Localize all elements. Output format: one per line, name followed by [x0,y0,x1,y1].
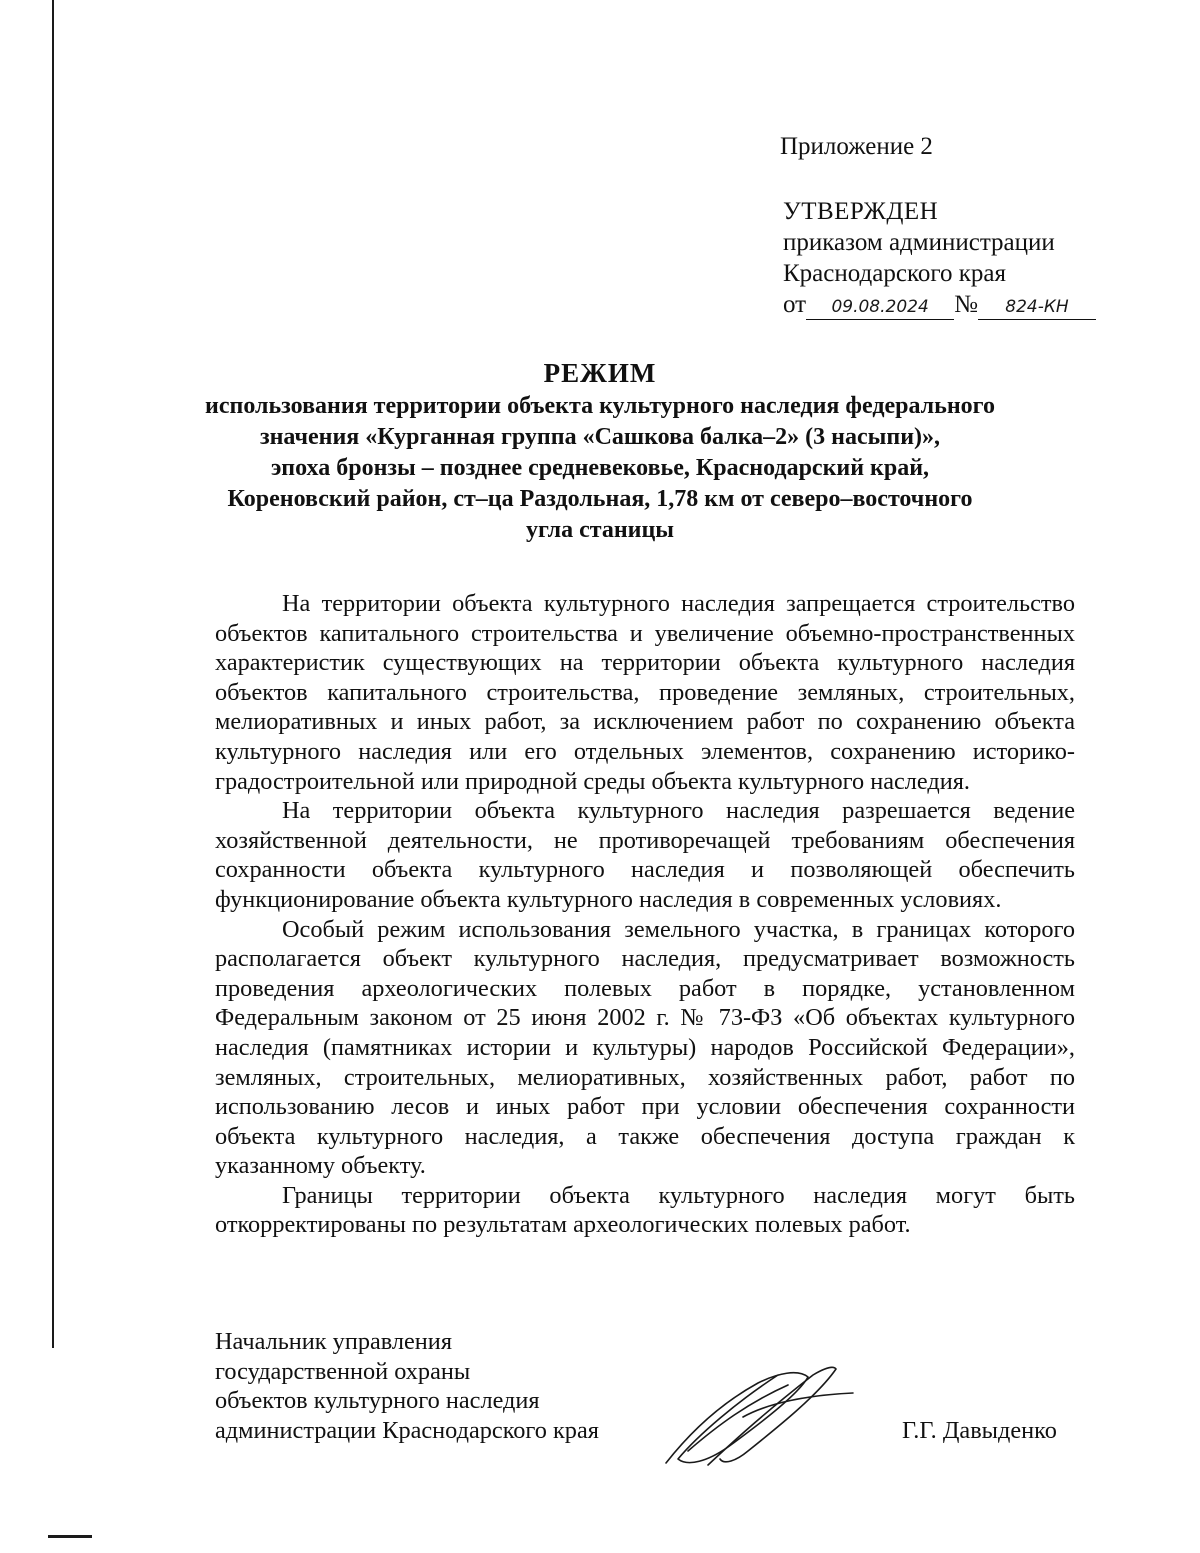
approval-order-line: приказом администрации [783,229,1055,256]
approval-heading: УТВЕРЖДЕН [783,198,939,225]
paragraph-prohibition: На территории объекта культурного наследия запрещается строительство объектов капитального строительства и увеличение объемно-пространственных характеристик существующих на территории объекта культурного наследия объектов капитального строительства, проведение земляных, строительных, мелиоративных и иных работ, за исключением работ по сохранению объекта культурного наследия или его отдельных элементов, сохранению историко-градостроительной или природной среды объекта культурного наследия. [215,590,1075,795]
approval-date-number-line [783,289,1096,320]
handwritten-signature [648,1355,858,1470]
handwritten-date: 09.08.2024 [806,295,954,320]
title-line-2: значения «Курганная группа «Сашкова балка–2» (3 насыпи)», [259,424,941,450]
paragraph-boundaries: Границы территории объекта культурного наследия могут быть откорректированы по результатам археологических полевых работ. [215,1181,1075,1239]
approval-stamp [783,196,1096,320]
title-line-5: угла станицы [525,517,675,543]
position-line-3: объектов культурного наследия [215,1387,540,1415]
title-line-1: использования территории объекта культурного наследия федерального [205,393,995,419]
document-body [215,589,1075,1240]
title-line-3: эпоха бронзы – позднее средневековье, Краснодарский край, [270,455,930,481]
scan-mark [48,1535,92,1538]
date-prefix: от [783,291,807,318]
paragraph-special-regime: Особый режим использования земельного участка, в границах которого располагается объект культурного наследия, предусматривает возможность проведения археологических полевых работ в порядке, установленном Федеральным законом от 25 июня 2002 г. № 73-ФЗ «Об объектах культурного наследия (памятниках истории и культуры) народов Российской Федерации», земляных, строительных, мелиоративных, хозяйственных работ, работ по использованию лесов и иных работ при условии обеспечения сохранности объекта культурного наследия, а также обеспечения доступа граждан к указанному объекту. [215,915,1075,1180]
number-prefix: № [954,291,978,318]
document-title: РЕЖИМ [543,358,657,388]
approval-region-line: Краснодарского края [783,260,1006,287]
position-line-1: Начальник управления [215,1328,452,1355]
document-title-block [200,357,1000,546]
position-line-2: государственной охраны [215,1357,471,1385]
appendix-label: Приложение 2 [780,133,933,160]
position-line-4: администрации Краснодарского края [215,1416,599,1444]
scan-edge-line [52,0,54,1348]
signatory-position [215,1327,599,1445]
signer-name: Г.Г. Давыденко [902,1417,1057,1444]
title-line-4: Кореновский район, ст–ца Раздольная, 1,78 км от северо–восточного [227,486,973,512]
paragraph-permission: На территории объекта культурного наследия разрешается ведение хозяйственной деятельности, не противоречащей требованиям обеспечения сохранности объекта культурного наследия и позволяющей обеспечить функционирование объекта культурного наследия в современных условиях. [215,797,1075,913]
handwritten-number: 824-КН [978,295,1096,320]
